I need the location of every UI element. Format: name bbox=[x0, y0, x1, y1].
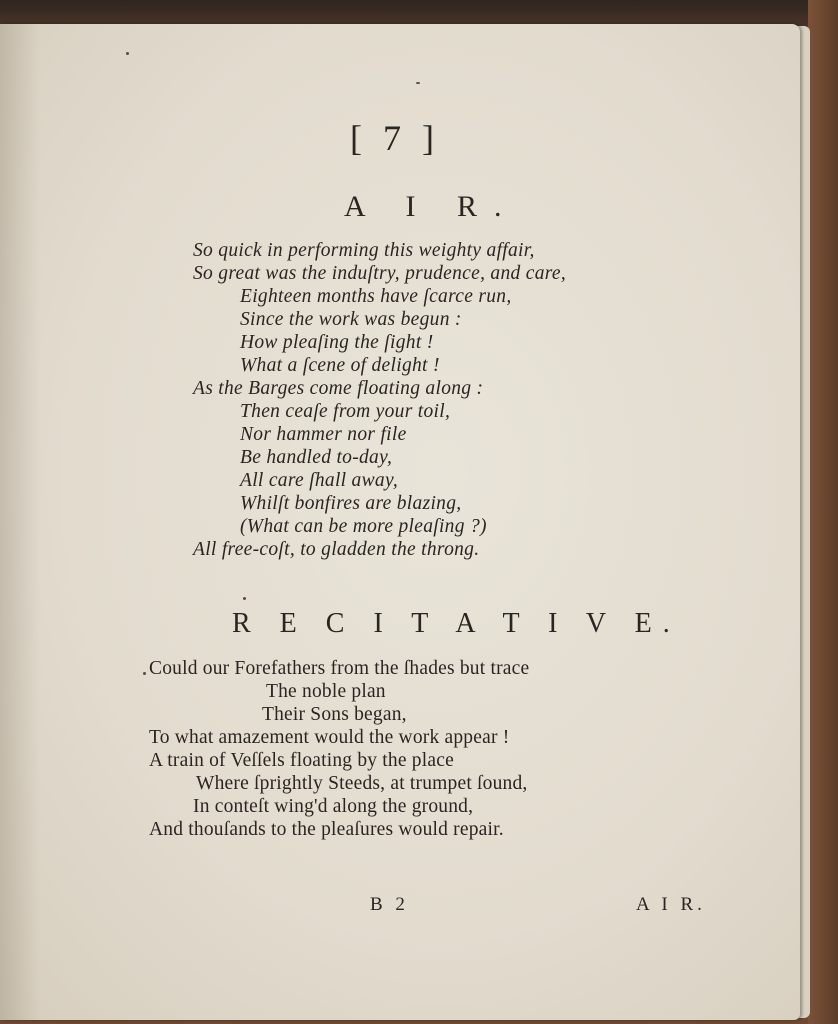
signature-mark: B 2 bbox=[370, 894, 409, 915]
verse-line: The noble plan bbox=[266, 681, 386, 702]
verse-line: So great was the induſtry, prudence, and care, bbox=[193, 263, 567, 284]
verse-line: Could our Forefathers from the ſhades but trace bbox=[149, 658, 530, 679]
verse-line: All care ſhall away, bbox=[240, 470, 399, 491]
gutter-shadow bbox=[0, 24, 40, 1020]
paper-speck bbox=[143, 672, 146, 675]
verse-line: A train of Veſſels floating by the place bbox=[149, 750, 454, 771]
verse-line: To what amazement would the work appear ! bbox=[149, 727, 510, 748]
recitative-heading: R E C I T A T I V E. bbox=[232, 608, 681, 639]
verse-line: Be handled to-day, bbox=[240, 447, 393, 468]
verse-line: In conteſt wing'd along the ground, bbox=[193, 796, 474, 817]
verse-line: Where ſprightly Steeds, at trumpet ſound, bbox=[196, 773, 528, 794]
verse-line: Eighteen months have ſcarce run, bbox=[240, 286, 512, 307]
verse-line: Since the work was begun : bbox=[240, 309, 462, 330]
verse-line: As the Barges come floating along : bbox=[193, 378, 484, 399]
verse-line: How pleaſing the ſight ! bbox=[240, 332, 434, 353]
book-cover-edge bbox=[808, 0, 838, 1024]
paper-speck bbox=[126, 52, 129, 55]
page-number: [ 7 ] bbox=[350, 118, 440, 158]
verse-line: All free-coſt, to gladden the throng. bbox=[193, 539, 480, 560]
paper-speck bbox=[416, 82, 420, 84]
verse-line: Their Sons began, bbox=[262, 704, 407, 725]
verse-line: So quick in performing this weighty affair, bbox=[193, 240, 535, 261]
verse-line: And thouſands to the pleaſures would repair. bbox=[149, 819, 504, 840]
verse-line: Whilſt bonfires are blazing, bbox=[240, 493, 462, 514]
book-page bbox=[0, 24, 800, 1020]
air-heading: A I R. bbox=[344, 190, 519, 223]
catchword: A I R. bbox=[636, 894, 706, 915]
verse-line: Nor hammer nor file bbox=[240, 424, 407, 445]
verse-line: (What can be more pleaſing ?) bbox=[240, 516, 487, 537]
verse-line: Then ceaſe from your toil, bbox=[240, 401, 451, 422]
paper-speck bbox=[243, 597, 246, 600]
verse-line: What a ſcene of delight ! bbox=[240, 355, 440, 376]
